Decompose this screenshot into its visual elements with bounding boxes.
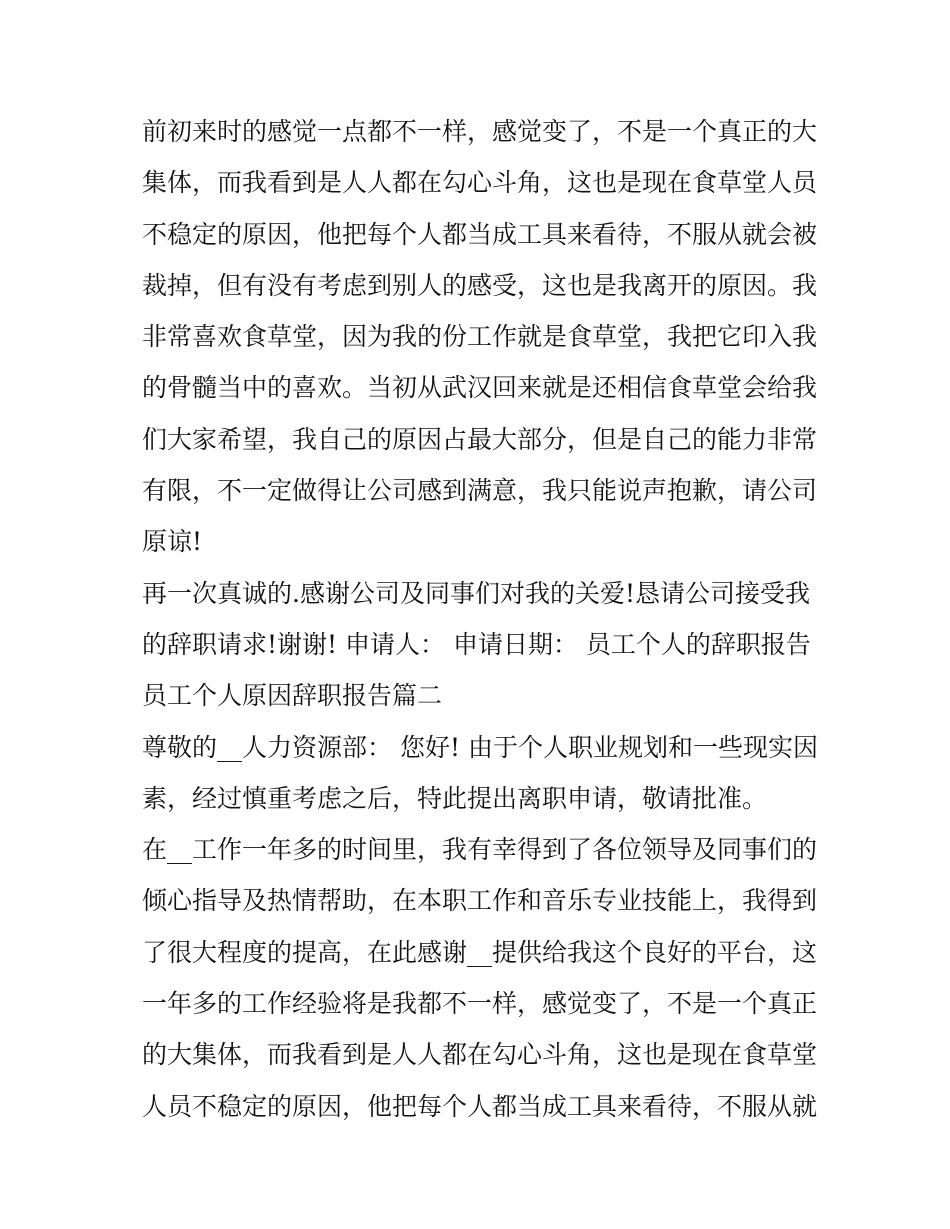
text-line: 的辞职请求!谢谢! 申请人： 申请日期： 员工个人的辞职报告 bbox=[142, 629, 811, 659]
text-line: 的大集体，而我看到是人人都在勾心斗角，这也是现在食草堂 bbox=[142, 1040, 818, 1070]
text-line: 们大家希望，我自己的原因占最大部分，但是自己的能力非常 bbox=[142, 424, 818, 454]
text-line: 非常喜欢食草堂，因为我的份工作就是食草堂，我把它印入我 bbox=[142, 322, 818, 352]
text-line: 裁掉，但有没有考虑到别人的感受，这也是我离开的原因。我 bbox=[142, 270, 818, 300]
text-line: 集体，而我看到是人人都在勾心斗角，这也是现在食草堂人员 bbox=[142, 168, 818, 198]
text-line: 素，经过慎重考虑之后，特此提出离职申请，敬请批准。 bbox=[142, 783, 768, 813]
text-line: 的骨髓当中的喜欢。当初从武汉回来就是还相信食草堂会给我 bbox=[142, 373, 818, 403]
text-line: 前初来时的感觉一点都不一样，感觉变了，不是一个真正的大 bbox=[142, 117, 818, 146]
text-line: 人员不稳定的原因，他把每个人都当成工具来看待，不服从就 bbox=[142, 1091, 818, 1121]
text-line: 了很大程度的提高，在此感谢__提供给我这个良好的平台，这 bbox=[142, 937, 818, 967]
text-line: 再一次真诚的.感谢公司及同事们对我的关爱!恳请公司接受我 bbox=[142, 578, 810, 608]
section-title: 员工个人原因辞职报告篇二 bbox=[142, 681, 443, 711]
text-line: 不稳定的原因，他把每个人都当成工具来看待，不服从就会被 bbox=[142, 219, 818, 249]
text-line: 一年多的工作经验将是我都不一样，感觉变了，不是一个真正 bbox=[142, 989, 818, 1019]
text-line: 原谅! bbox=[142, 527, 203, 557]
text-line: 倾心指导及热情帮助，在本职工作和音乐专业技能上，我得到 bbox=[142, 886, 818, 916]
document-body bbox=[142, 106, 818, 1132]
text-line: 有限，不一定做得让公司感到满意，我只能说声抱歉，请公司 bbox=[142, 476, 818, 506]
text-line: 尊敬的__人力资源部： 您好! 由于个人职业规划和一些现实因 bbox=[142, 732, 818, 762]
text-line: 在__工作一年多的时间里，我有幸得到了各位领导及同事们的 bbox=[142, 835, 818, 865]
